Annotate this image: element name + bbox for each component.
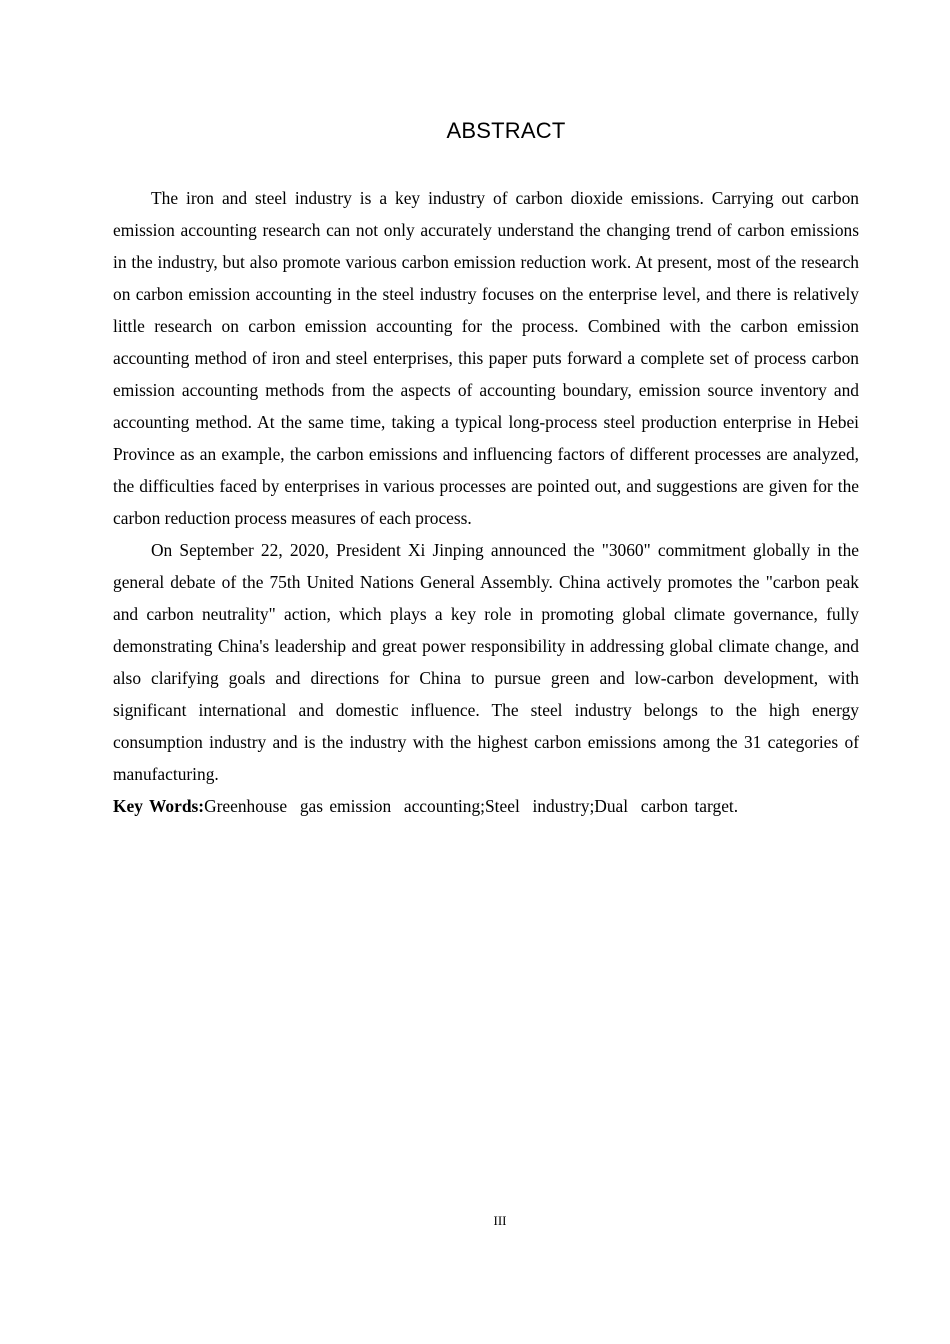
keywords-text: Greenhouse gas emission accounting;Steel industry;Dual carbon target. — [204, 796, 739, 816]
abstract-paragraph-2: On September 22, 2020, President Xi Jinping announced the "3060" commitment globally in the general debate of the 75th United Nations General Assembly. China actively promotes the "carbon peak and carbon neutrality" action, which plays a key role in promoting global climate governance, fully demonstrating China's leadership and great power responsibility in addressing global climate change, and also clarifying goals and directions for China to pursue green and low-carbon development, with significant international and domestic influence. The steel industry belongs to the high energy consumption industry and is the industry with the highest carbon emissions among the 31 categories of manufacturing. — [113, 540, 859, 784]
abstract-paragraph-1: The iron and steel industry is a key industry of carbon dioxide emissions. Carrying out carbon emission accounting research can not only accurately understand the changing trend of carbon emissions in the industry, but also promote various carbon emission reduction work. At present, most of the research on carbon emission accounting in the steel industry focuses on the enterprise level, and there is relatively little research on carbon emission accounting for the process. Combined with the carbon emission accounting method of iron and steel enterprises, this paper puts forward a complete set of process carbon emission accounting methods from the aspects of accounting boundary, emission source inventory and accounting method. At the same time, taking a typical long-process steel production enterprise in Hebei Province as an example, the carbon emissions and influencing factors of different processes are analyzed, the difficulties faced by enterprises in various processes are pointed out, and suggestions are given for the carbon reduction process measures of each process. — [113, 188, 859, 528]
abstract-body — [113, 182, 859, 822]
page-number: III — [493, 1213, 507, 1228]
keywords-line — [113, 790, 859, 822]
abstract-title: ABSTRACT — [446, 118, 566, 143]
keywords-label: Key Words: — [113, 796, 205, 816]
